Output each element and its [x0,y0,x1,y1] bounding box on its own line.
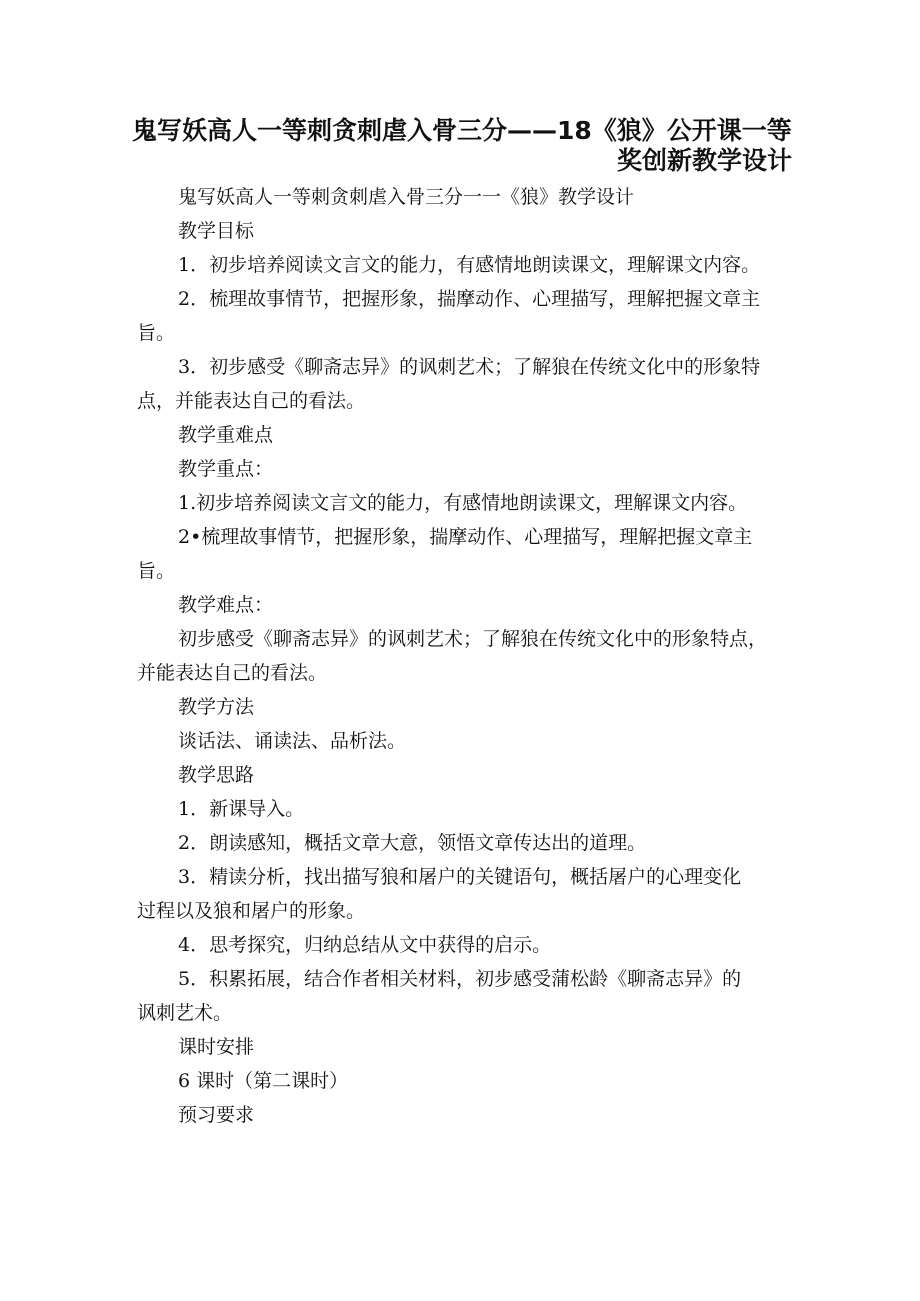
focus-2: 2•梳理故事情节，把握形象，揣摩动作、心理描写，理解把握文章主 [178,526,753,548]
subtitle: 鬼写妖高人一等刺贪刺虐入骨三分一一《狼》教学设计 [178,186,635,208]
methods-text: 谈话法、诵读法、品析法。 [178,730,407,752]
goal-2-continued: 旨。 [137,322,176,344]
section-heading-preview: 预习要求 [178,1104,255,1126]
approach-3-continued: 过程以及狼和屠户的形象。 [137,900,366,922]
goal-3: 3．初步感受《聊斋志异》的讽刺艺术；了解狼在传统文化中的形象特 [178,356,761,378]
title-line-1: 鬼写妖高人一等刺贪刺虐入骨三分——18《狼》公开课一等 [132,116,792,145]
goal-2: 2．梳理故事情节，把握形象，揣摩动作、心理描写，理解把握文章主 [178,288,761,310]
goal-3-continued: 点，并能表达自己的看法。 [137,390,366,412]
section-heading-goals: 教学目标 [178,220,255,242]
title-line-2: 奖创新教学设计 [616,146,792,175]
section-heading-schedule: 课时安排 [178,1036,255,1058]
approach-4: 4．思考探究，归纳总结从文中获得的启示。 [178,934,552,956]
goal-1: 1．初步培养阅读文言文的能力，有感情地朗读课文，理解课文内容。 [178,254,761,276]
approach-1: 1．新课导入。 [178,798,305,820]
focus-2-continued: 旨。 [137,560,176,582]
difficulty-text-continued: 并能表达自己的看法。 [137,662,328,684]
difficulty-text: 初步感受《聊斋志异》的讽刺艺术；了解狼在传统文化中的形象特点， [178,628,768,650]
approach-5-continued: 讽刺艺术。 [137,1002,233,1024]
section-heading-key-points: 教学重难点 [178,424,274,446]
document-body [137,180,797,1132]
schedule-text: 6 课时（第二课时） [178,1070,349,1092]
subheading-difficulty: 教学难点： [178,594,274,616]
section-heading-methods: 教学方法 [178,696,255,718]
section-heading-approach: 教学思路 [178,764,255,786]
document-title [132,116,792,176]
approach-5: 5．积累拓展，结合作者相关材料，初步感受蒲松龄《聊斋志异》的 [178,968,742,990]
focus-1: 1.初步培养阅读文言文的能力，有感情地朗读课文，理解课文内容。 [178,492,748,514]
subheading-focus: 教学重点： [178,458,274,480]
approach-3: 3．精读分析，找出描写狼和屠户的关键语句，概括屠户的心理变化 [178,866,742,888]
approach-2: 2．朗读感知，概括文章大意，领悟文章传达出的道理。 [178,832,647,854]
